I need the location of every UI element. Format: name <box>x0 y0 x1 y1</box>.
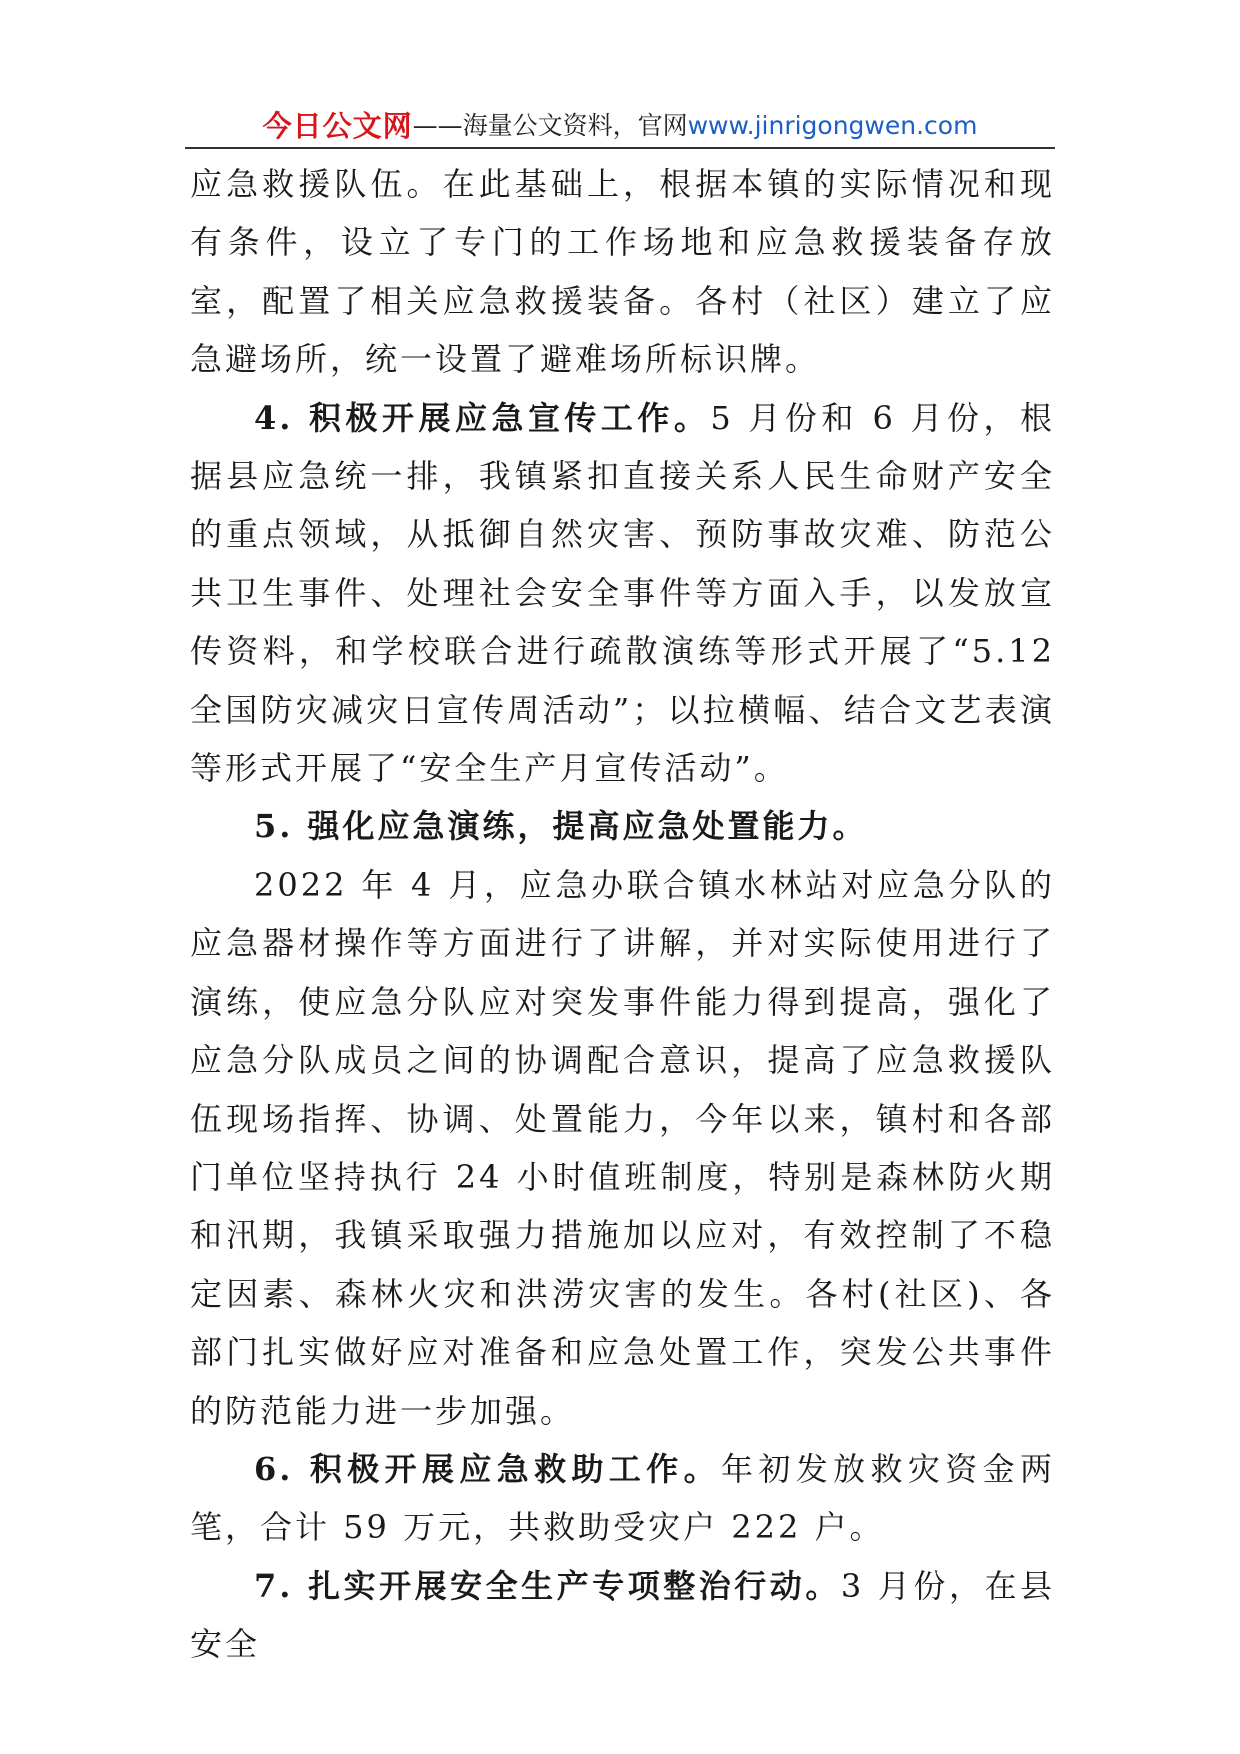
paragraph-heading: 4. 积极开展应急宣传工作。 <box>254 398 711 437</box>
paragraph: 2022 年 4 月，应急办联合镇水林站对应急分队的应急器材操作等方面进行了讲解，并对实际使用进行了演练，使应急分队应对突发事件能力得到提高，强化了应急分队成员之间的协调配合意识，提高了应急救援队伍现场指挥、协调、处置能力，今年以来，镇村和各部门单位坚持执行 24 小时值班制度，特别是森林防火期和汛期，我镇采取强力措施加以应对，有效控制了不稳定因素、森林火灾和洪涝灾害的发生。各村(社区)、各部门扎实做好应对准备和应急处置工作，突发公共事件的防范能力进一步加强。 <box>190 865 1055 1430</box>
paragraph: 应急救援队伍。在此基础上，根据本镇的实际情况和现有条件，设立了专门的工作场地和应急救援装备存放室，配置了相关应急救援装备。各村（社区）建立了应急避场所，统一设置了避难场所标识牌。 <box>190 165 1055 379</box>
site-url-link[interactable]: www.jinrigongwen.com <box>687 111 978 140</box>
site-brand: 今日公文网 <box>262 109 413 143</box>
header-divider <box>185 147 1055 149</box>
paragraph-heading: 6. 积极开展应急救助工作。 <box>254 1449 722 1488</box>
paragraph <box>190 797 1055 855</box>
site-tagline: ——海量公文资料，官网 <box>412 111 688 140</box>
document-body <box>190 155 1055 1674</box>
paragraph-heading: 5. 强化应急演练，提高应急处置能力。 <box>254 807 868 846</box>
paragraph: 6. 积极开展应急救助工作。年初发放救灾资金两笔，合计 59 万元，共救助受灾户 222 户。 <box>190 1449 1055 1547</box>
site-header <box>185 100 1055 144</box>
paragraph-heading: 7. 扎实开展安全生产专项整治行动。 <box>254 1566 841 1605</box>
paragraph: 7. 扎实开展安全生产专项整治行动。3 月份，在县安全 <box>190 1566 1055 1664</box>
paragraph: 4. 积极开展应急宣传工作。5 月份和 6 月份，根据县应急统一排，我镇紧扣直接关系人民生命财产安全的重点领域，从抵御自然灾害、预防事故灾难、防范公共卫生事件、处理社会安全事件等方面入手，以发放宣传资料，和学校联合进行疏散演练等形式开展了“5.12 全国防灾减灾日宣传周活动”；以拉横幅、结合文艺表演等形式开展了“安全生产月宣传活动”。 <box>190 398 1055 788</box>
